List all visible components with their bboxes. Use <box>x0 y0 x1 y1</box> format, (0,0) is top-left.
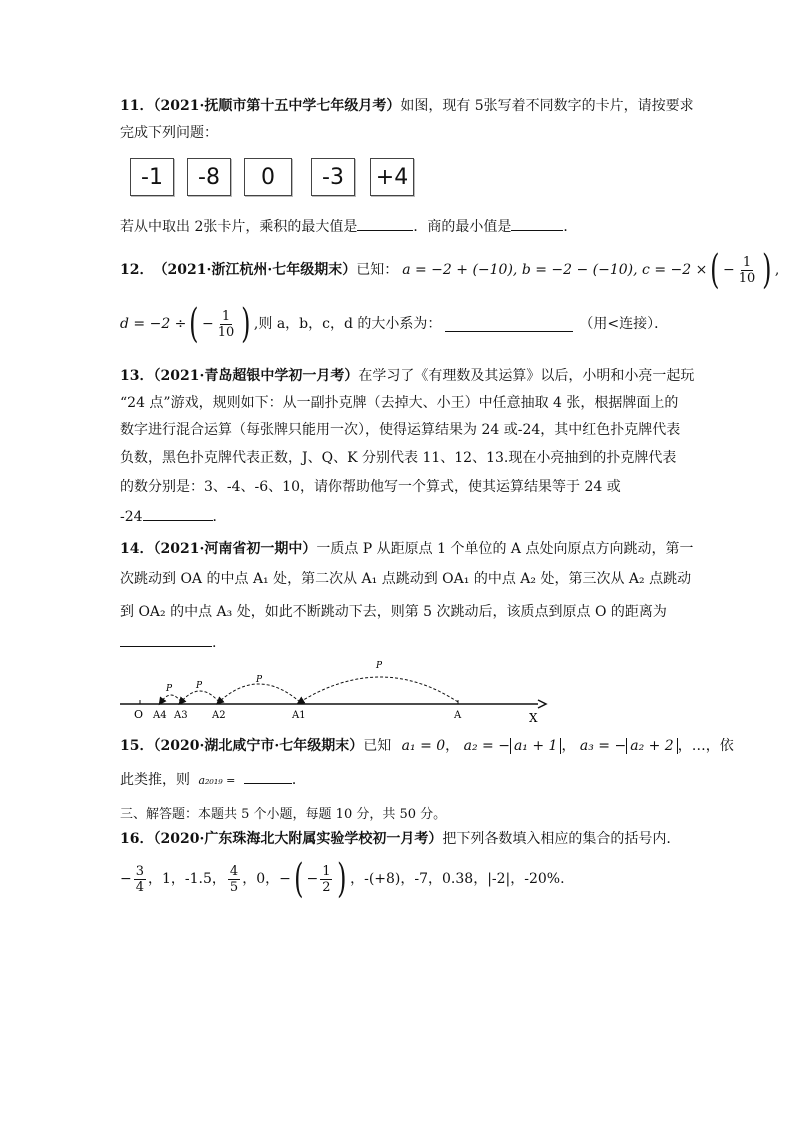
q16-f2-den: 5 <box>229 879 239 895</box>
q13-source: （2021·青岛超银中学初一月考） <box>153 368 359 384</box>
q15-a2-abs: a₁ + 1 <box>510 738 562 754</box>
q15-blank[interactable] <box>244 769 292 784</box>
q16-paren-close: ) <box>337 856 347 902</box>
jump-label-1: P <box>376 661 383 671</box>
jump-label-2: P <box>256 675 263 685</box>
q12-paren-open: ( <box>710 247 720 293</box>
q16-numbers <box>120 856 565 902</box>
q14-blank[interactable] <box>120 632 212 647</box>
q15-lead: 已知 <box>363 738 392 754</box>
q15-number: 15． <box>120 738 154 754</box>
jump-label-4: P <box>166 684 173 694</box>
q15-a3-abs: a₂ + 2 <box>626 738 678 754</box>
q12-number: 12． <box>120 262 154 278</box>
q16-f3-outer: − <box>279 871 291 887</box>
q15-source: （2020·湖北咸宁市·七年级期末） <box>153 738 364 754</box>
q15-line2-text: 此类推，则 <box>120 772 190 788</box>
label-O: O <box>134 708 144 721</box>
q16-f2-num: 4 <box>229 863 239 879</box>
q13-line6-end: ． <box>212 509 227 525</box>
q16-f3-den: 2 <box>322 879 331 895</box>
q13-blank[interactable] <box>143 506 213 521</box>
axis-arrow-icon <box>538 700 546 708</box>
q13-number: 13． <box>120 368 154 384</box>
jump-arc-4 <box>161 695 181 702</box>
q12-hint: （用<连接）． <box>579 316 669 332</box>
q16-f1-num: 3 <box>135 863 145 879</box>
q16-paren-open: ( <box>293 856 304 902</box>
q16-n2: ，0， <box>242 871 280 887</box>
q12-line1 <box>120 247 780 293</box>
q14-text1: 一质点 P 从距原点 1 个单位的 A 点处向原点方向跳动，第一 <box>316 541 694 557</box>
q13-line6-text: -24 <box>120 509 143 525</box>
q15-end: ． <box>291 772 306 788</box>
q11-ask-a: 若从中取出 2张卡片，乘积的最大值是 <box>120 219 358 235</box>
q12-expr-d: d = −2 ÷ <box>120 316 187 332</box>
q16-f3-sign: − <box>306 871 319 887</box>
section3-heading: 三、解答题：本题共 5 个小题，每题 10 分，共 50 分。 <box>120 807 447 822</box>
q13-line2: “24 点”游戏，规则如下：从一副扑克牌（去掉大、小王）中任意抽取 4 张，根据牌面上的 <box>120 395 679 411</box>
q12-paren-close: ) <box>762 247 772 293</box>
label-A3: A3 <box>174 710 188 721</box>
q14-line1 <box>120 540 693 558</box>
q11-blank-min[interactable] <box>511 216 563 231</box>
q14-line3: 到 OA₂ 的中点 A₃ 处，如此不断跳动下去，则第 5 次跳动后，该质点到原点 O 的距离为 <box>120 604 667 620</box>
label-A4: A4 <box>153 710 167 721</box>
card-4: -3 <box>311 158 355 196</box>
q12-d-fraction <box>216 309 237 340</box>
q11-text1: 如图，现有 5张写着不同数字的卡片，请按要求 <box>400 98 694 114</box>
q14-line4-end: . <box>212 635 217 651</box>
q15-sep1: ， <box>445 738 460 754</box>
q15-a3-lhs: a₃ = − <box>579 738 627 754</box>
q16-line1 <box>120 830 671 848</box>
q13-text1: 在学习了《有理数及其运算》以后，小明和小亮一起玩 <box>358 368 695 384</box>
card-3: 0 <box>244 158 292 196</box>
q12-d-paren-open: ( <box>189 301 199 347</box>
q16-f1-sign: − <box>120 871 132 887</box>
q13-line4: 负数，黑色扑克牌代表正数，J、Q、K 分别代表 11、12、13.现在小亮抽到的扑克牌代表 <box>120 450 677 466</box>
q13-line1 <box>120 367 694 385</box>
q12-d-frac-num: 1 <box>221 308 231 324</box>
label-A2: A2 <box>212 710 226 721</box>
q11-ask-end: ． <box>563 219 578 235</box>
q14-line4 <box>120 632 216 652</box>
q11-line2: 完成下列问题： <box>120 125 218 141</box>
card-5: +4 <box>370 158 414 196</box>
label-A1: A1 <box>292 710 306 721</box>
q12-d-frac-den: 10 <box>217 324 235 340</box>
q12-blank-order[interactable] <box>445 317 573 332</box>
q16-f3-num: 1 <box>322 863 331 879</box>
q15-a2019: a₂₀₁₉ = <box>198 774 236 787</box>
q12-source: （2021·浙江杭州·七年级期末） <box>153 262 357 278</box>
q16-n3: ，-(+8)，-7，0.38，|-2|，-20%. <box>350 871 565 887</box>
label-X: X <box>529 711 538 724</box>
q16-number: 16． <box>120 831 154 847</box>
q13-line3: 数字进行混合运算（每张牌只能用一次），使得运算结果为 24 或-24，其中红色扑克牌代表 <box>120 422 681 438</box>
q12-d-minus: − <box>202 316 214 332</box>
q12-comma: , <box>774 262 780 278</box>
q16-fraction-3 <box>320 864 332 895</box>
q13-line6 <box>120 506 227 526</box>
q16-f1-den: 4 <box>135 879 145 895</box>
q12-expr-abc: a = −2 + (−10), b = −2 − (−10), c = −2 × <box>402 262 708 278</box>
label-A: A <box>454 710 462 721</box>
number-line-diagram <box>118 652 558 724</box>
q16-fraction-1 <box>134 864 146 895</box>
q12-line2 <box>120 301 669 347</box>
jump-arc-2 <box>219 684 300 702</box>
q12-text-d: ,则 a，b，c，d 的大小系为： <box>253 316 442 332</box>
q16-text: 把下列各数填入相应的集合的括号内. <box>442 831 671 847</box>
q11-source: （2021·抚顺市第十五中学七年级月考） <box>153 98 401 114</box>
q14-line2: 次跳动到 OA 的中点 A₁ 处，第二次从 A₁ 点跳动到 OA₁ 的中点 A₂ 处，第三次从 A₂ 点跳动 <box>120 571 692 587</box>
jump-label-3: P <box>196 681 203 691</box>
q12-d-paren-close: ) <box>241 301 251 347</box>
q11-number: 11． <box>120 98 154 114</box>
q15-a2-lhs: a₂ = − <box>463 738 510 754</box>
q12-c-fraction <box>737 255 758 286</box>
q12-c-minus: − <box>722 262 735 278</box>
q15-etc: ，…，依 <box>677 738 734 754</box>
jump-arc-3 <box>181 691 219 702</box>
q15-a1: a₁ = 0 <box>401 738 446 754</box>
q12-c-frac-num: 1 <box>742 254 752 270</box>
q15-line2 <box>120 769 306 790</box>
q16-source: （2020·广东珠海北大附属实验学校初一月考） <box>153 831 443 847</box>
q11-blank-max[interactable] <box>357 216 413 231</box>
q14-number: 14． <box>120 541 154 557</box>
q15-line1 <box>120 737 734 755</box>
q13-line5: 的数分别是：3、-4、-6、10，请你帮助他写一个算式，使其运算结果等于 24 或 <box>120 479 621 495</box>
q15-sep2: ， <box>561 738 576 754</box>
q11-ask-b: ．商的最小值是 <box>413 219 512 235</box>
jump-arc-1 <box>300 677 458 702</box>
q14-source: （2021·河南省初一期中） <box>153 541 317 557</box>
q16-n1: ，1，-1.5， <box>148 871 226 887</box>
card-2: -8 <box>187 158 231 196</box>
q16-fraction-2 <box>228 864 240 895</box>
q11-ask <box>120 216 577 236</box>
q12-c-frac-den: 10 <box>738 270 756 286</box>
q12-lead: 已知： <box>356 262 399 278</box>
card-1: -1 <box>130 158 174 196</box>
q11-line1 <box>120 97 694 115</box>
